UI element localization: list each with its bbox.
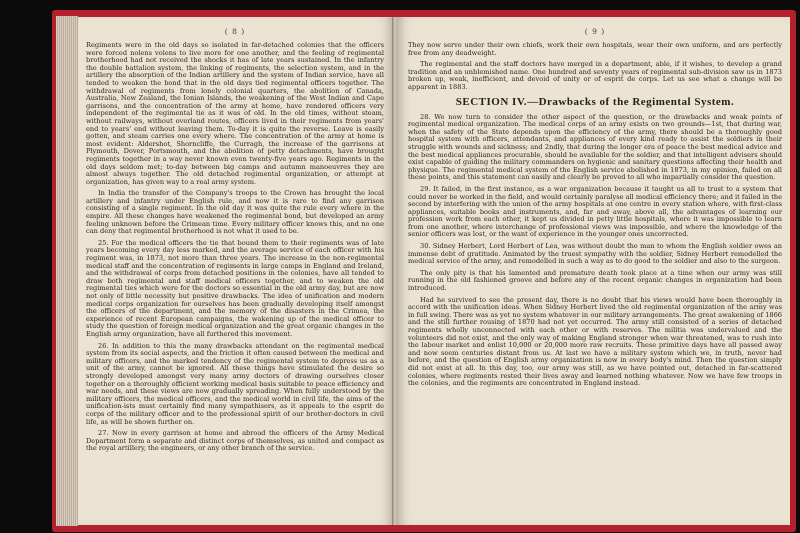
- page-number: ( 9 ): [584, 27, 606, 36]
- paragraph: Regiments were in the old days so isolated in far-detached colonies that the officers were forced nolens volens to live more for one another, and the feeling of regimental brotherhood had not received the shocks it has of late years sustained. In the infantry the double battalion system, the linking of regiments, the selection system, and in the artillery the absorption of the Indian artillery and the system of Indian service, have all tended to weaken the bond that in the old days tied regimental officers together. The withdrawal of regiments from lonely colonial quarters, the abolition of Canada, Australia, New Zealand, the Ionian Islands, the weakening of the West Indian and Cape garrisons, and the concentration of the army at home, have rendered officers very independent of the regimental tie as it was of old. In the old times, without steam, without railways, without overland routes, officers lived in their regiments from years' end to years' end without leaving them. To-day it is quite the reverse. Leave is easily gotten, and steam carries one every where. The concentration of the army at home is most evident: Aldershot, Shorncliffe, the Curragh, the increase of the garrisons at Plymouth, Dover, Portsmouth, and the abolition of petty detachments, have brought regiments together in a way never known even twenty-five years ago. Regiments in the old days seldom met; to-day between big camps and autumn manoeuvres they are almost always together. The old detached regimental organization, or attempt at organization, has given way to a real army system.: [86, 41, 384, 186]
- paragraph: 27. Now in every garrison at home and abroad the officers of the Army Medical Department form a separate and distinct corps of themselves, as united and compact as the royal artillery, the engineers, or any other branch of the service.: [86, 429, 384, 453]
- paragraph: Had he survived to see the present day, there is no doubt that his views would have been thoroughly in accord with the unification ideas. When Sidney Herbert lived the old regimental organization of the army was in full swing. There was as yet no system whatever in our military arrangements. The great awakening of 1866 and the still further rousing of 1870 had not yet occurred. The army still consisted of a series of detached regiments wholly unconnected with each other or with reserves. The militia was undervalued and the volunteers did not exist, and the only way of making England stronger when war threatened, was to rush into the labour market and enlist 10,000 or 20,000 more raw recruits. These primitive days have all passed away and now seem centuries distant from us. At last we have a military system which we, in truth, never had before, and the question of English army organization is now in every body's mind. Then the question simply did not exist at all. In this day, too, our army was still, as we have pointed out, detached in far-scattered colonies, where regiments rested their lives away and learned nothing whatever. Now we have few troops in the colonies, and the regiments are concentrated in England instead.: [408, 295, 782, 388]
- paragraph: They now serve under their own chiefs, work their own hospitals, wear their own uniform, and are perfectly free from any deadweight.: [408, 41, 782, 57]
- paragraph: 28. We now turn to consider the other aspect of the question, or the drawbacks and weak points of regimental medical organization. The medical corps of an army exists on two grounds—1st, that during war, when the safety of the State depends upon the efficiency of the army, there should be a thoroughly good hospital system with officers, attendants, and appliances of every kind ready to assist the soldiers in their struggle with wounds and sickness; and 2ndly, that during the longer era of peace the best medical advice and the best medical appliances procurable, should be available for the soldier, and that intelligent advisers should exist capable of guiding the military commanders on hygienic and sanitary questions affecting their health and physique. The regimental medical system of the English service abolished in 1873, in my opinion, failed on all these points, and this statement can easily and clearly be proved to all who impartially consider the question.: [408, 112, 782, 182]
- paragraph: 25. For the medical officers the tie that bound them to their regiments was of late years becoming every day less marked, and the average service of each officer with his regiment was, in 1873, not more than three years. The increase in the non-regimental medical staff and the concentration of regiments in large camps in England and Ireland, and the withdrawal of corps from detached positions in the colonies, have all tended to draw both regimental and staff medical officers together, and to weaken the old regimental ties which were for the doctors so essential in the old army day, but are now not only of little necessity but positive drawbacks. The idea of unification and modern medical corps organization for ourselves has been gradually developing itself amongst the officers of the department, and the memory of the disasters in the Crimea, the experience of recent European campaigns, the wakening up of the medical officer to study the question of foreign medical organization and the great organic changes in the English army organization, have all furthered this movement.: [86, 238, 384, 338]
- paragraph: 26. In addition to this the many drawbacks attendant on the regimental medical system from its social aspects, and the friction it often caused between the medical and military officers, and the marked tendency of the regimental system to depress us as a unit of the army, cannot be ignored. All these things have stimulated the desire so strongly developed amongst very many army doctors of drawing ourselves closer together on a thoroughly efficient working medical basis suitable to peace efficiency and war needs, and these views are now gradually spreading. When fully understood by the military officers, the medical officers, and the medical world in civil life, the aims of the unification-ists must certainly find many sympathisers, as it appeals to the esprit de corps of the military officer and to the professional spirit of our brother-doctors in civil life, as will be shown further on.: [86, 341, 384, 426]
- paragraph: The only pity is that his lamented and premature death took place at a time when our army was still running in the old fashioned groove and before any of the recent organic changes in organization had been introduced.: [408, 268, 782, 293]
- paragraph: 30. Sidney Herbert, Lord Herbert of Lea, was without doubt the man to whom the English soldier owes an immense debt of gratitude. Animated by the truest sympathy with the soldier, Sidney Herbert remodelled the medical service of the army, and remodelled in such a way as to do good to the soldier and also to the surgeon.: [408, 242, 782, 266]
- paragraph: In India the transfer of the Company's troops to the Crown has brought the local artillery and infantry under English rule, and now it is rare to find any garrison consisting of a single regiment. In the old day it was quite the rule every where in the empire. All these changes have weakened the regimental bond, but developed an army feeling unknown before the Crimean time. Every military officer knows this, and no one can deny that regimental brotherhood is not what it used to be.: [86, 189, 384, 236]
- paragraph: The regimental and the staff doctors have merged in a department, able, if it wishes, to develop a grand tradition and an unblemished name. One hundred and seventy years of regimental sub-division saw us in 1873 broken up, weak, inefficient, and devoid of unity or of esprit de corps. Let us see what a change will be apparent in 1883.: [408, 60, 782, 91]
- page-edges: [56, 16, 78, 526]
- left-page: [78, 17, 394, 525]
- paragraph: 29. It failed, in the first instance, as a war organization because it taught us all to trust to a system that could never be worked in the field, and would certainly paralyse all medical efficiency there; and it failed in the second by interfering with the union of the army hospitals at one centre in every station where, with first-class appliances, suitable books and instruments, and, far and away, above all, the advantages of learning our profession work from each other, it kept us divided in petty little hospitals, where it was impossible to learn from one another, where interchange of professional views was impossible, and where the knowledge of the senior officers was lost, or the want of experience in the younger ones uncorrected.: [408, 184, 782, 239]
- right-page: [396, 17, 790, 525]
- section-heading: SECTION IV.—Drawbacks of the Regimental System.: [455, 95, 735, 108]
- page-number: ( 8 ): [224, 27, 246, 36]
